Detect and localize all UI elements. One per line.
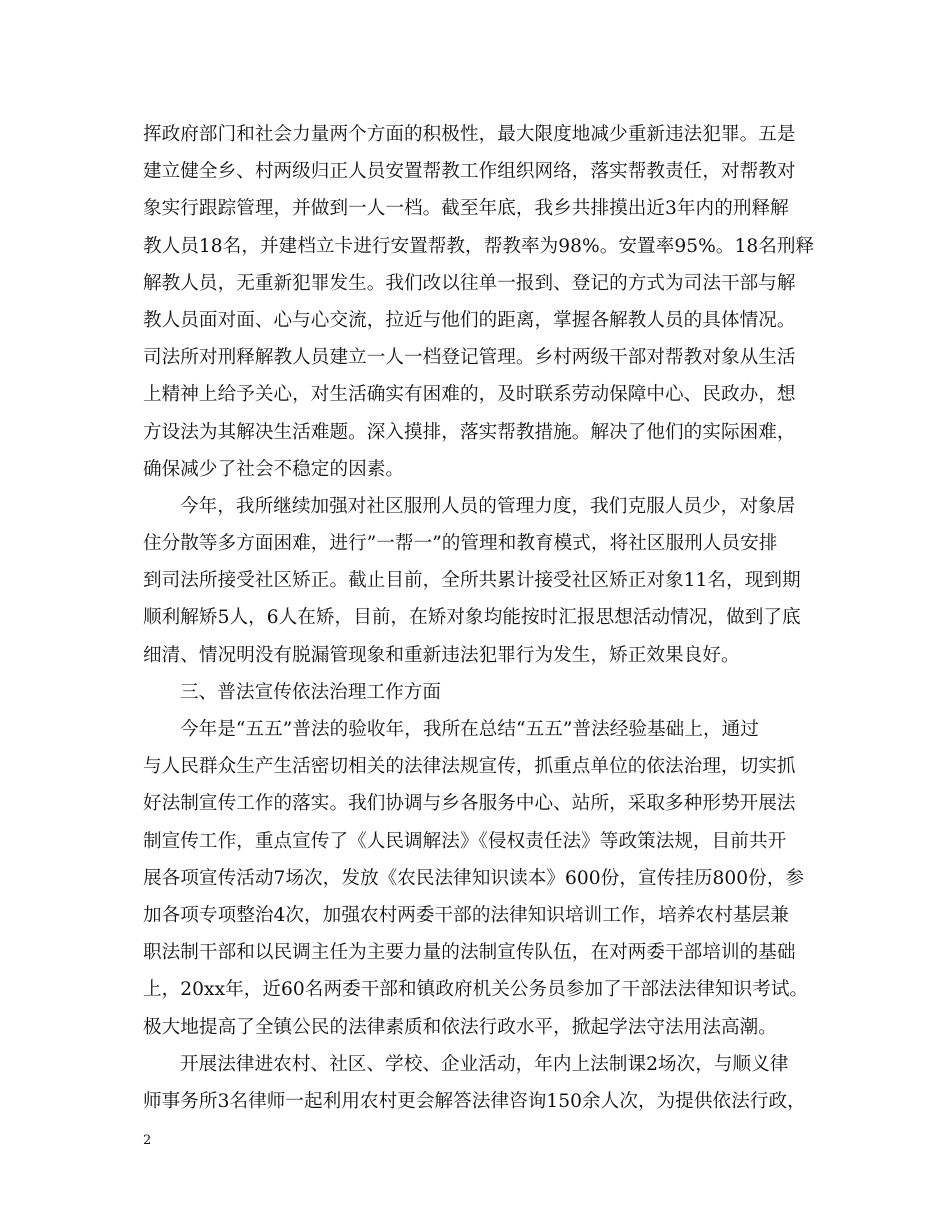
text-line: 解教人员，无重新犯罪发生。我们改以往单一报到、登记的方式为司法干部与解 <box>143 272 796 294</box>
text-line: 开展法律进农村、社区、学校、企业活动，年内上法制课2场次，与顺义律 <box>180 1053 789 1075</box>
text-line: 挥政府部门和社会力量两个方面的积极性，最大限度地减少重新违法犯罪。五是 <box>143 124 796 145</box>
text-line: 象实行跟踪管理，并做到一人一档。截至年底，我乡共排摸出近3年内的刑释解 <box>143 198 789 220</box>
text-line: 展各项宣传活动7场次，发放《农民法律知识读本》600份，宣传挂历800份，参 <box>143 867 805 889</box>
text-line: 住分散等多方面困难，进行”一帮一”的管理和教育模式，将社区服刑人员安排 <box>143 533 778 555</box>
text-line: 上精神上给予关心，对生活确实有困难的，及时联系劳动保障中心、民政办，想 <box>143 384 796 406</box>
text-line: 与人民群众生产生活密切相关的法律法规宣传，抓重点单位的依法治理，切实抓 <box>143 756 796 778</box>
body-text <box>143 116 815 1120</box>
page-number: 2 <box>143 1133 152 1148</box>
text-line: 今年，我所继续加强对社区服刑人员的管理力度，我们克服人员少，对象居 <box>180 495 796 517</box>
text-line: 方设法为其解决生活难题。深入摸排，落实帮教措施。解决了他们的实际困难， <box>143 421 796 443</box>
text-line: 细清、情况明没有脱漏管现象和重新违法犯罪行为发生，矫正效果良好。 <box>143 644 740 666</box>
text-line: 上，20xx年，近60名两委干部和镇政府机关公务员参加了干部法法律知识考试。 <box>143 979 809 1001</box>
text-line: 今年是“五五”普法的验收年，我所在总结“五五”普法经验基础上，通过 <box>180 719 759 740</box>
text-line: 确保减少了社会不稳定的因素。 <box>143 458 405 480</box>
text-line: 好法制宣传工作的落实。我们协调与乡各服务中心、站所，采取多种形势开展法 <box>143 793 796 815</box>
text-line: 职法制干部和以民调主任为主要力量的法制宣传队伍，在对两委干部培训的基础 <box>143 942 796 964</box>
text-line: 师事务所3名律师一起利用农村更会解答法律咨询150余人次，为提供依法行政， <box>143 1090 806 1112</box>
text-line: 教人员面对面、心与心交流，拉近与他们的距离，掌握各解教人员的具体情况。 <box>143 309 796 331</box>
text-line: 顺利解矫5人，6人在矫，目前，在矫对象均能按时汇报思想活动情况，做到了底 <box>143 607 801 629</box>
text-line: 建立健全乡、村两级归正人员安置帮教工作组织网络，落实帮教责任，对帮教对 <box>143 161 796 183</box>
text-line: 加各项专项整治4次，加强农村两委干部的法律知识培训工作，培养农村基层兼 <box>143 904 789 926</box>
text-line: 制宣传工作，重点宣传了《人民调解法》《侵权责任法》等政策法规，目前共开 <box>143 830 787 852</box>
text-line: 教人员18名，并建档立卡进行安置帮教，帮教率为98%。安置率95%。18名刑释 <box>143 235 815 257</box>
text-line: 极大地提高了全镇公民的法律素质和依法行政水平，掀起学法守法用法高潮。 <box>143 1016 777 1038</box>
section-heading: 三、普法宣传依法治理工作方面 <box>180 681 442 703</box>
text-line: 司法所对刑释解教人员建立一人一档登记管理。乡村两级干部对帮教对象从生活 <box>143 347 796 369</box>
text-line: 到司法所接受社区矫正。截止目前，全所共累计接受社区矫正对象11名，现到期 <box>143 570 801 592</box>
